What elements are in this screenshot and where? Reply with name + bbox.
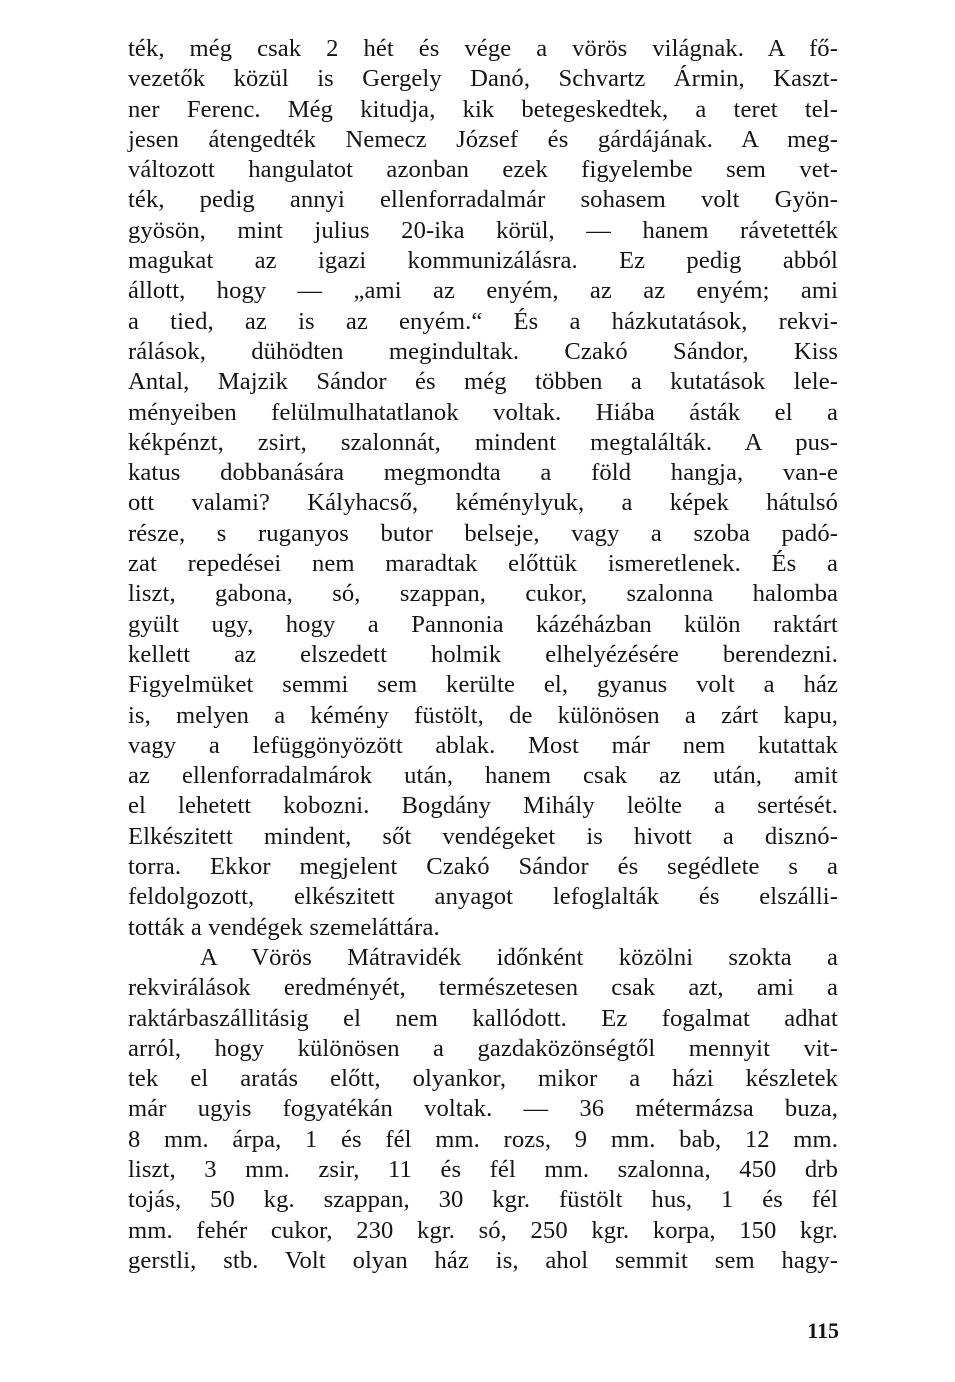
text-line: rekvirálások eredményét, természetesen csak azt, ami a	[128, 974, 838, 1002]
text-line: katus dobbanására megmondta a föld hangja, van-e	[128, 459, 838, 487]
text-line: a tied, az is az enyém.“ És a házkutatások, rekvi-	[128, 307, 838, 335]
text-line: változott hangulatot azonban ezek figyelembe sem vet-	[128, 156, 838, 184]
text-line: Figyelmüket semmi sem kerülte el, gyanus volt a ház	[128, 671, 838, 699]
text-line: tották a vendégek szemeláttára.	[128, 913, 440, 941]
text-line: Elkészitett mindent, sőt vendégeket is hivott a disznó-	[128, 822, 838, 850]
text-line: tek el aratás előtt, olyankor, mikor a házi készletek	[128, 1065, 838, 1093]
text-line: állott, hogy — „ami az enyém, az az enyém; ami	[128, 277, 838, 305]
text-line: feldolgozott, elkészitett anyagot lefoglalták és elszálli-	[128, 883, 838, 911]
text-line: Antal, Majzik Sándor és még többen a kutatások lele-	[128, 368, 838, 396]
body-text	[128, 34, 838, 1276]
text-line: vezetők közül is Gergely Danó, Schvartz Ármin, Kaszt-	[128, 65, 838, 93]
text-line: liszt, 3 mm. zsir, 11 és fél mm. szalonna, 450 drb	[128, 1155, 838, 1183]
text-line: az ellenforradalmárok után, hanem csak az után, amit	[128, 762, 838, 790]
text-line: torra. Ekkor megjelent Czakó Sándor és segédlete s a	[128, 853, 838, 881]
text-line: gyült ugy, hogy a Pannonia kázéházban külön raktárt	[128, 610, 838, 638]
text-line: A Vörös Mátravidék időnként közölni szokta a	[200, 943, 838, 971]
page-number: 115	[807, 1318, 839, 1343]
text-line: már ugyis fogyatékán voltak. — 36 métermázsa buza,	[128, 1095, 838, 1123]
text-line: rálások, dühödten megindultak. Czakó Sándor, Kiss	[128, 337, 838, 365]
text-line: gerstli, stb. Volt olyan ház is, ahol semmit sem hagy-	[128, 1246, 838, 1274]
text-line: liszt, gabona, só, szappan, cukor, szalonna halomba	[128, 580, 838, 608]
text-line: ner Ferenc. Még kitudja, kik betegeskedtek, a teret tel-	[128, 95, 838, 123]
text-line: raktárbaszállitásig el nem kallódott. Ez fogalmat adhat	[128, 1004, 838, 1032]
text-line: ményeiben felülmulhatatlanok voltak. Hiába ásták el a	[128, 398, 838, 426]
text-line: tojás, 50 kg. szappan, 30 kgr. füstölt hus, 1 és fél	[128, 1186, 838, 1214]
text-line: 8 mm. árpa, 1 és fél mm. rozs, 9 mm. bab, 12 mm.	[128, 1125, 838, 1153]
text-line: kellett az elszedett holmik elhelyézésére berendezni.	[128, 640, 838, 668]
text-line: mm. fehér cukor, 230 kgr. só, 250 kgr. korpa, 150 kgr.	[128, 1216, 838, 1244]
text-line: ték, még csak 2 hét és vége a vörös világnak. A fő-	[128, 35, 838, 62]
text-line: ott valami? Kályhacső, kéménylyuk, a képek hátulsó	[128, 489, 838, 517]
text-line: gyösön, mint julius 20-ika körül, — hanem rávetették	[128, 216, 838, 244]
text-line: zat repedései nem maradtak előttük ismeretlenek. És a	[128, 550, 838, 578]
paragraph	[128, 34, 838, 943]
text-line: arról, hogy különösen a gazdaközönségtől mennyit vit-	[128, 1034, 838, 1062]
paragraph	[128, 943, 838, 1276]
text-line: el lehetett kobozni. Bogdány Mihály leölte a sertését.	[128, 792, 838, 820]
text-line: része, s ruganyos butor belseje, vagy a szoba padó-	[128, 519, 838, 547]
text-line: magukat az igazi kommunizálásra. Ez pedig abból	[128, 247, 838, 275]
text-line: kékpénzt, zsirt, szalonnát, mindent megtalálták. A pus-	[128, 428, 838, 456]
text-line: jesen átengedték Nemecz József és gárdájának. A meg-	[128, 125, 838, 153]
text-line: is, melyen a kémény füstölt, de különösen a zárt kapu,	[128, 701, 838, 729]
text-line: ték, pedig annyi ellenforradalmár sohasem volt Gyön-	[128, 186, 838, 214]
text-line: vagy a lefüggönyözött ablak. Most már nem kutattak	[128, 731, 838, 759]
